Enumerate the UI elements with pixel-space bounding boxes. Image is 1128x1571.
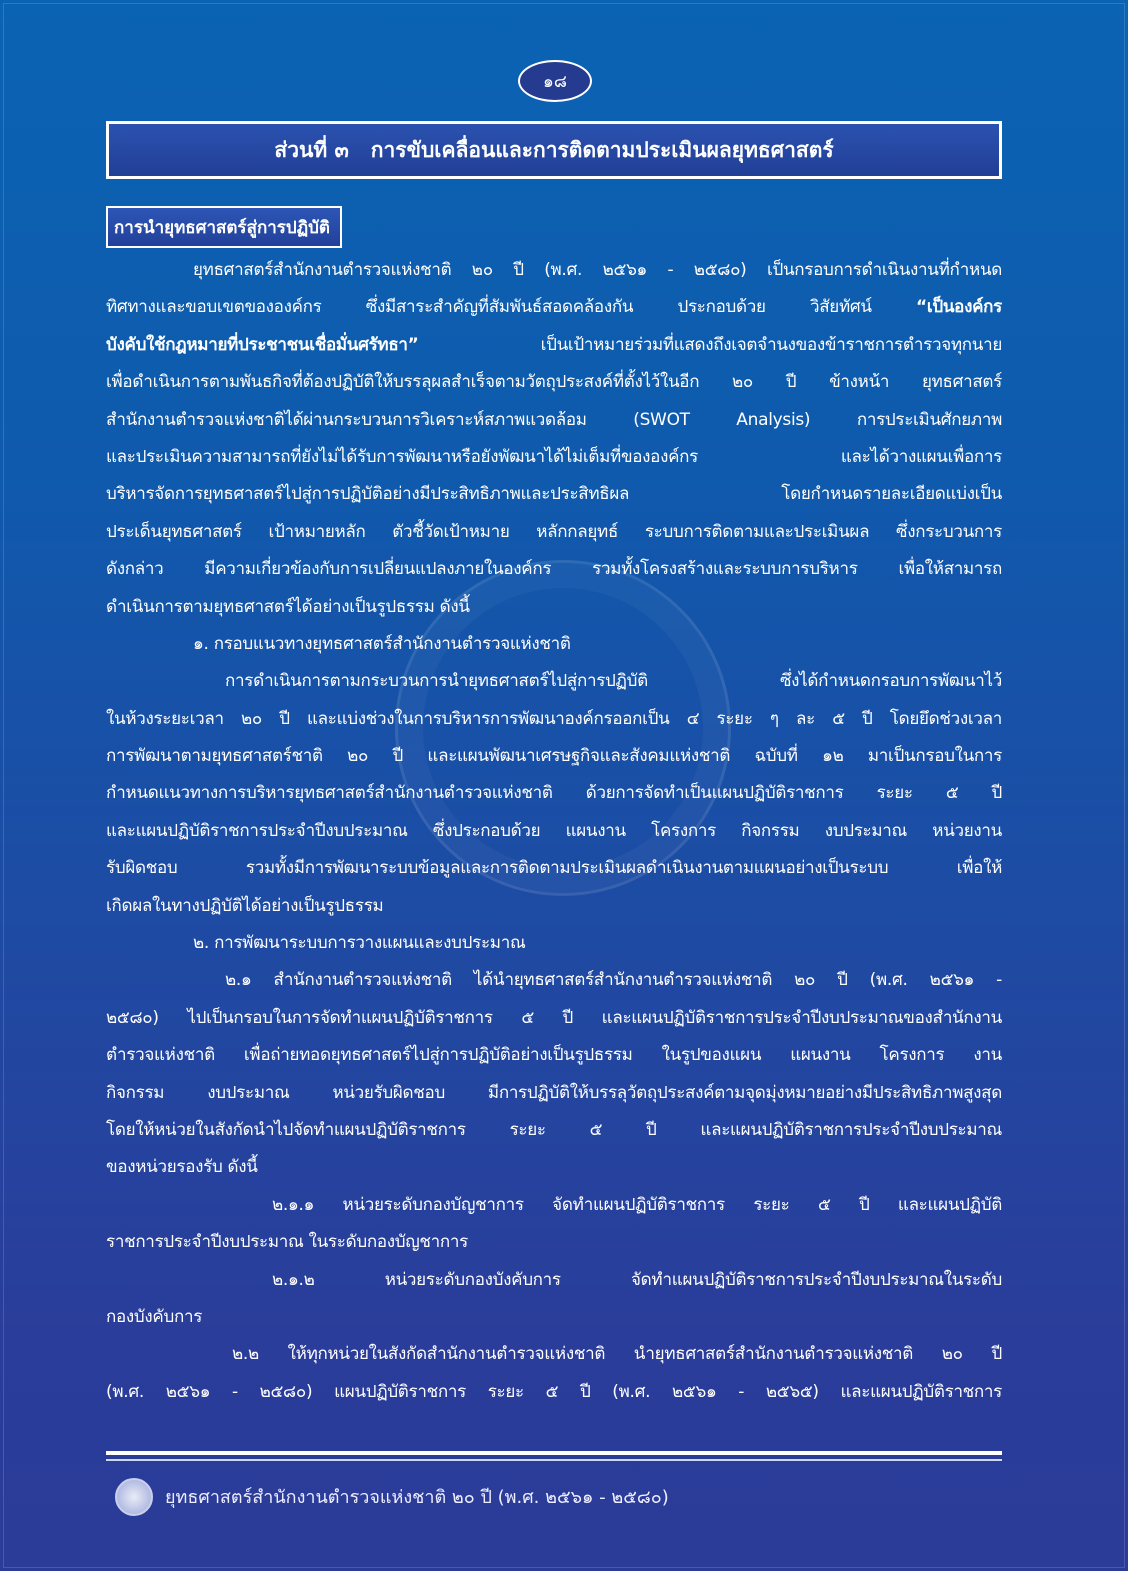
text-line bbox=[106, 1075, 1002, 1112]
text-line bbox=[106, 1299, 1002, 1336]
text-line bbox=[106, 402, 1002, 439]
text-line bbox=[106, 888, 1002, 925]
line-text: ๑. กรอบแนวทางยุทธศาสตร์สำนักงานตำรวจแห่งชาติ bbox=[193, 633, 571, 654]
line-text: ของหน่วยรองรับ ดังนี้ bbox=[106, 1157, 258, 1178]
text-line bbox=[106, 589, 1002, 626]
line-text: เพื่อดำเนินการตามพันธกิจที่ต้องปฏิบัติให้บรรลุผลสำเร็จตามวัตถุประสงค์ที่ตั้งไว้ในอีก ๒๐ ปี ข้างหน้า ยุทธศาสตร์ bbox=[106, 372, 1002, 393]
text-line bbox=[106, 1112, 1002, 1149]
text-line bbox=[106, 1262, 1002, 1299]
text-line bbox=[106, 1149, 1002, 1186]
police-seal-icon bbox=[115, 1478, 153, 1516]
line-text: (พ.ศ. ๒๕๖๑ - ๒๕๘๐) แผนปฏิบัติราชการ ระยะ ๕ ปี (พ.ศ. ๒๕๖๑ - ๒๕๖๕) และแผนปฏิบัติราชการ bbox=[106, 1381, 1002, 1402]
text-line bbox=[106, 626, 1002, 663]
text-line bbox=[106, 701, 1002, 738]
text-line bbox=[106, 327, 1002, 364]
text-line bbox=[106, 1037, 1002, 1074]
footer-rule bbox=[106, 1451, 1002, 1455]
text-line bbox=[106, 925, 1002, 962]
text-line bbox=[106, 476, 1002, 513]
text-line bbox=[106, 1000, 1002, 1037]
line-text: กำหนดแนวทางการบริหารยุทธศาสตร์สำนักงานตำรวจแห่งชาติ ด้วยการจัดทำเป็นแผนปฏิบัติราชการ ระยะ ๕ ปี bbox=[106, 783, 1002, 804]
text-line bbox=[106, 775, 1002, 812]
text-line bbox=[106, 1187, 1002, 1224]
bold-text: “เป็นองค์กร bbox=[915, 297, 1002, 318]
line-text: ดำเนินการตามยุทธศาสตร์ได้อย่างเป็นรูปธรรม ดังนี้ bbox=[106, 596, 470, 617]
line-text: สำนักงานตำรวจแห่งชาติได้ผ่านกระบวนการวิเคราะห์สภาพแวดล้อม (SWOT Analysis) การประเมินศักยภาพ bbox=[106, 409, 1002, 430]
text-line bbox=[106, 738, 1002, 775]
line-text: ๒.๑.๑ หน่วยระดับกองบัญชาการ จัดทำแผนปฏิบัติราชการ ระยะ ๕ ปี และแผนปฏิบัติ bbox=[272, 1194, 1002, 1215]
line-text: ๒.๑.๒ หน่วยระดับกองบังคับการ จัดทำแผนปฏิบัติราชการประจำปีงบประมาณในระดับ bbox=[272, 1269, 1002, 1290]
line-text: ดังกล่าว มีความเกี่ยวข้องกับการเปลี่ยนแปลงภายในองค์กร รวมทั้งโครงสร้างและระบบการบริหาร เพื่อให้สามารถ bbox=[106, 559, 1002, 580]
line-text: เกิดผลในทางปฏิบัติได้อย่างเป็นรูปธรรม bbox=[106, 895, 384, 916]
subsection-title-box bbox=[106, 206, 342, 248]
line-text: ประเด็นยุทธศาสตร์ เป้าหมายหลัก ตัวชี้วัดเป้าหมาย หลักกลยุทธ์ ระบบการติดตามและประเมินผล ซึ่งกระบวนการ bbox=[106, 521, 1002, 542]
text-line bbox=[106, 850, 1002, 887]
section-title: ส่วนที่ ๓ การขับเคลื่อนและการติดตามประเมินผลยุทธศาสตร์ bbox=[274, 137, 834, 162]
line-text: การพัฒนาตามยุทธศาสตร์ชาติ ๒๐ ปี และแผนพัฒนาเศรษฐกิจและสังคมแห่งชาติ ฉบับที่ ๑๒ มาเป็นกรอบในการ bbox=[106, 746, 1002, 767]
line-text: เป็นเป้าหมายร่วมที่แสดงถึงเจตจำนงของข้าราชการตำรวจทุกนาย bbox=[418, 334, 1002, 355]
text-line bbox=[106, 551, 1002, 588]
text-line bbox=[106, 663, 1002, 700]
bold-text: บังคับใช้กฎหมายที่ประชาชนเชื่อมั่นศรัทธา” bbox=[106, 334, 419, 355]
line-text: และประเมินความสามารถที่ยังไม่ได้รับการพัฒนาหรือยังพัฒนาได้ไม่เต็มที่ขององค์กร และได้วางแผนเพื่อการ bbox=[106, 446, 1002, 467]
text-line bbox=[106, 813, 1002, 850]
line-text: รับผิดชอบ รวมทั้งมีการพัฒนาระบบข้อมูลและการติดตามประเมินผลดำเนินงานตามแผนอย่างเป็นระบบ เพื่อให้ bbox=[106, 858, 1002, 879]
line-text: การดำเนินการตามกระบวนการนำยุทธศาสตร์ไปสู่การปฏิบัติ ซึ่งได้กำหนดกรอบการพัฒนาไว้ bbox=[225, 671, 1002, 692]
page-number bbox=[518, 60, 592, 102]
line-text: และแผนปฏิบัติราชการประจำปีงบประมาณ ซึ่งประกอบด้วย แผนงาน โครงการ กิจกรรม งบประมาณ หน่วยงาน bbox=[106, 820, 1002, 841]
line-text: บริหารจัดการยุทธศาสตร์ไปสู่การปฏิบัติอย่างมีประสิทธิภาพและประสิทธิผล โดยกำหนดรายละเอียดแบ่งเป็น bbox=[106, 484, 1002, 505]
section-title-box bbox=[106, 121, 1002, 179]
line-text: ทิศทางและขอบเขตขององค์กร ซึ่งมีสาระสำคัญที่สัมพันธ์สอดคล้องกัน ประกอบด้วย วิสัยทัศน์ bbox=[106, 297, 916, 318]
line-text: ๒.๑ สำนักงานตำรวจแห่งชาติ ได้นำยุทธศาสตร์สำนักงานตำรวจแห่งชาติ ๒๐ ปี (พ.ศ. ๒๕๖๑ - bbox=[225, 970, 1002, 991]
line-text: ในห้วงระยะเวลา ๒๐ ปี และแบ่งช่วงในการบริหารการพัฒนาองค์กรออกเป็น ๔ ระยะ ๆ ละ ๕ ปี โดยยึดช่วงเวลา bbox=[106, 708, 1002, 729]
footer-text: ยุทธศาสตร์สำนักงานตำรวจแห่งชาติ ๒๐ ปี (พ.ศ. ๒๕๖๑ - ๒๕๘๐) bbox=[165, 1487, 669, 1508]
footer-rule-thin bbox=[106, 1459, 1002, 1461]
page-number-text: ๑๘ bbox=[543, 71, 567, 92]
text-line bbox=[106, 1224, 1002, 1261]
text-line bbox=[106, 514, 1002, 551]
line-text: ๒. การพัฒนาระบบการวางแผนและงบประมาณ bbox=[193, 933, 526, 954]
text-line bbox=[106, 1374, 1002, 1411]
line-text: กองบังคับการ bbox=[106, 1306, 203, 1327]
line-text: กิจกรรม งบประมาณ หน่วยรับผิดชอบ มีการปฏิบัติให้บรรลุวัตถุประสงค์ตามจุดมุ่งหมายอย่างมีประสิทธิภาพสูงสุด bbox=[106, 1082, 1002, 1103]
text-line bbox=[106, 962, 1002, 999]
subsection-title: การนำยุทธศาสตร์สู่การปฏิบัติ bbox=[114, 217, 330, 238]
text-line bbox=[106, 364, 1002, 401]
line-text: โดยให้หน่วยในสังกัดนำไปจัดทำแผนปฏิบัติราชการ ระยะ ๕ ปี และแผนปฏิบัติราชการประจำปีงบประมาณ bbox=[106, 1119, 1002, 1140]
line-text: ตำรวจแห่งชาติ เพื่อถ่ายทอดยุทธศาสตร์ไปสู่การปฏิบัติอย่างเป็นรูปธรรม ในรูปของแผน แผนงาน โครงการ งาน bbox=[106, 1045, 1002, 1066]
line-text: ราชการประจำปีงบประมาณ ในระดับกองบัญชาการ bbox=[106, 1232, 468, 1253]
line-text: ๒.๒ ให้ทุกหน่วยในสังกัดสำนักงานตำรวจแห่งชาติ นำยุทธศาสตร์สำนักงานตำรวจแห่งชาติ ๒๐ ปี bbox=[232, 1344, 1002, 1365]
text-line bbox=[106, 252, 1002, 289]
line-text: ๒๕๘๐) ไปเป็นกรอบในการจัดทำแผนปฏิบัติราชการ ๕ ปี และแผนปฏิบัติราชการประจำปีงบประมาณของสำนักงาน bbox=[106, 1007, 1002, 1028]
text-line bbox=[106, 439, 1002, 476]
document-body bbox=[106, 252, 1002, 1411]
text-line bbox=[106, 289, 1002, 326]
text-line bbox=[106, 1336, 1002, 1373]
line-text: ยุทธศาสตร์สำนักงานตำรวจแห่งชาติ ๒๐ ปี (พ.ศ. ๒๕๖๑ - ๒๕๘๐) เป็นกรอบการดำเนินงานที่กำหนด bbox=[193, 260, 1002, 280]
